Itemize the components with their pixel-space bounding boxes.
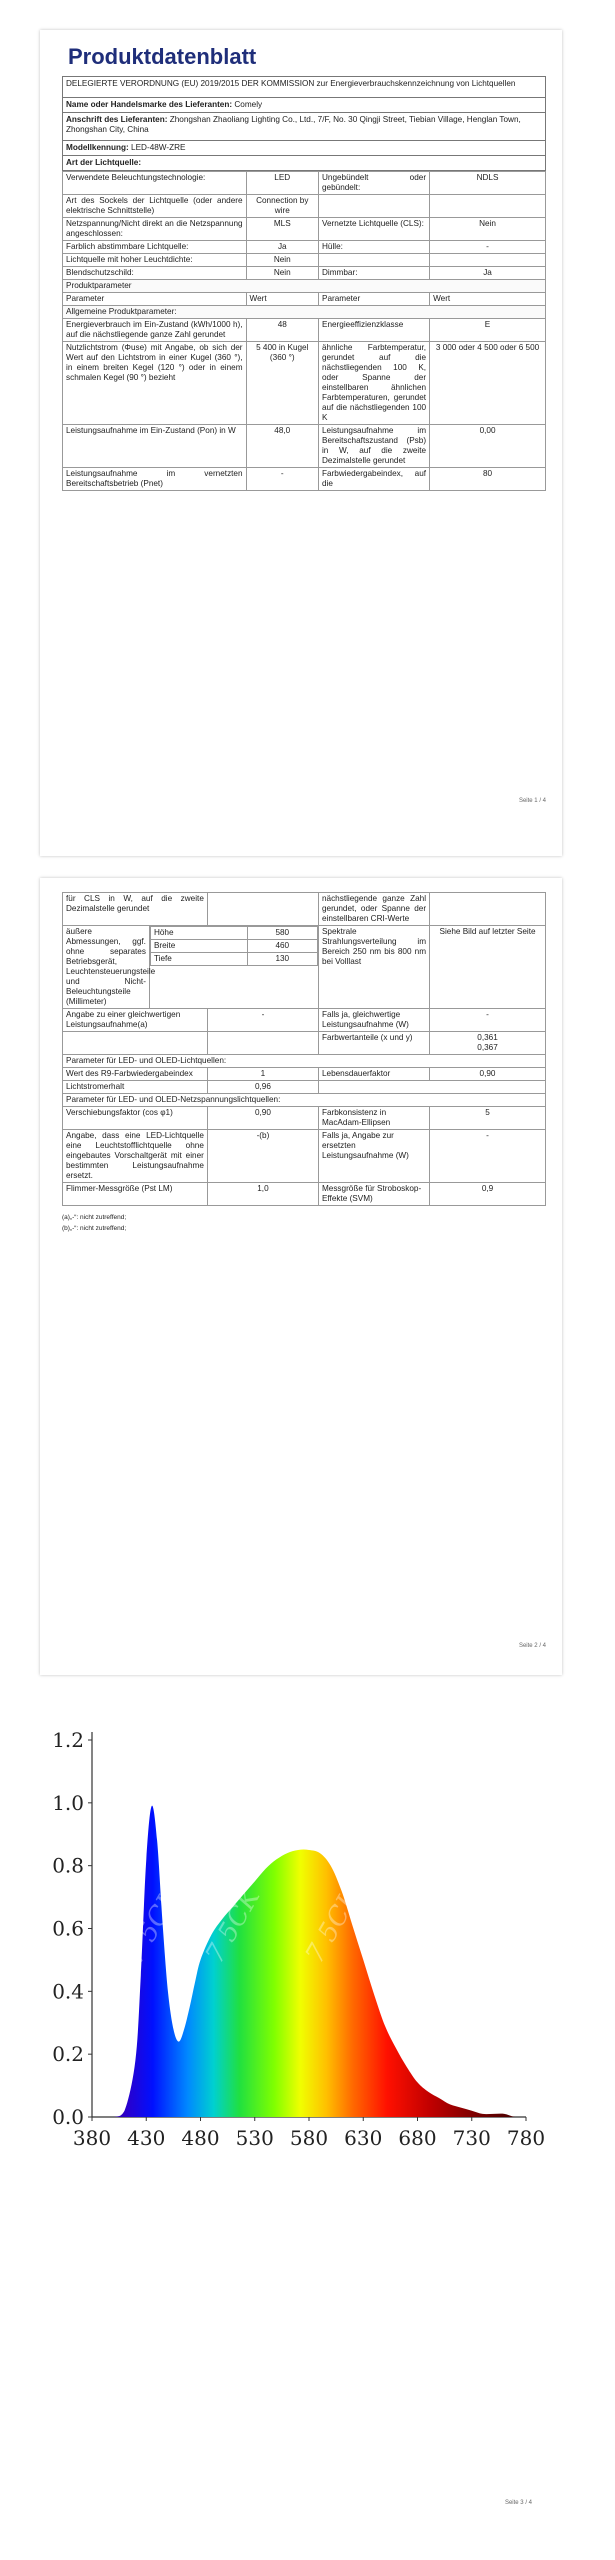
general-heading: Allgemeine Produktparameter: [63,306,546,319]
kind-row [63,254,546,267]
general-row [63,468,546,491]
model-label: Modellkennung: [66,143,129,152]
general-param-2: ähnliche Farbtemperatur, gerundet auf die nächstliegenden 100 K, oder Spanne der einstellbaren ähnlichen Farbtemperaturen, gerundet auf die nächstliegenden 100 K [318,342,429,425]
r9-value: 1 [207,1068,318,1081]
x-tick-label: 380 [72,2126,112,2150]
cri-continued-label: nächstliegende ganze Zahl gerundet, oder Spanne der einstellbaren CRI-Werte [318,893,429,926]
x-tick-label: 730 [452,2126,491,2150]
mains-heading-row [63,1094,546,1107]
general-value-2: 3 000 oder 4 500 oder 6 500 [430,342,546,425]
address-row [62,113,546,141]
supplier-value: Comely [234,100,263,109]
kind-param: Blendschutzschild: [63,267,247,280]
general-row [63,425,546,468]
life-value: 0,90 [430,1068,546,1081]
general-param-2: Farbwiedergabeindex, auf die [318,468,429,491]
product-params-heading: Produktparameter [63,280,546,293]
cos-value: 0,90 [207,1107,318,1130]
general-param-2: Energieeffizienzklasse [318,319,429,342]
address-value: Zhongshan Zhaoliang Lighting Co., Ltd., 7/F, No. 30 Qingji Street, Tiebian Village, Henglan Town, Zhongshan City, China [66,115,521,134]
chroma-label: Farbwertanteile (x und y) [318,1032,429,1055]
kind-value-2: NDLS [430,172,546,195]
dimension-row [150,940,317,953]
kind-value: MLS [246,218,318,241]
y-tick-label: 1.2 [52,1728,84,1752]
equiv-power-label: Falls ja, gleichwertige Leistungsaufnahme (W) [318,1009,429,1032]
x-tick-label: 430 [127,2126,166,2150]
page-number: Seite 2 / 4 [518,1643,546,1649]
general-param: Leistungsaufnahme im Ein-Zustand (Pon) in W [63,425,247,468]
watermark-text: 7 5CK [429,1883,497,1969]
maint-value: 0,96 [207,1081,318,1094]
dimension-value: 580 [247,927,317,940]
equiv-power-value: - [430,1009,546,1032]
r9-row [63,1068,546,1081]
general-value: 48 [246,319,318,342]
x-tick-label: 780 [506,2126,546,2150]
x-tick-label: 630 [344,2126,383,2150]
kind-param-2: Hülle: [318,241,429,254]
header-param-2: Parameter [318,293,429,306]
spd-label: Spektrale Strahlungsverteilung im Bereich 250 nm bis 800 nm bei Volllast [318,926,429,1009]
model-value: LED-48W-ZRE [131,143,186,152]
equiv-row [63,1009,546,1032]
life-label: Lebensdauerfaktor [318,1068,429,1081]
kind-param: Lichtquelle mit hoher Leuchtdichte: [63,254,247,267]
footnotes [62,1212,546,1234]
general-param: Leistungsaufnahme im vernetzten Bereitschaftsbetrieb (Pnet) [63,468,247,491]
kind-label: Art der Lichtquelle: [66,158,142,167]
kind-table [62,171,546,491]
chroma-value: 0,361 0,367 [430,1032,546,1055]
maint-empty [318,1081,545,1094]
kind-value-2 [430,254,546,267]
spd-value: Siehe Bild auf letzter Seite [430,926,546,1009]
kind-param-2: Vernetzte Lichtquelle (CLS): [318,218,429,241]
dimension-name: Breite [150,940,247,953]
kind-heading [62,156,546,171]
kind-param-2 [318,195,429,218]
led-heading-row [63,1055,546,1068]
page-number: Seite 3 / 4 [504,2500,532,2506]
chroma-empty-2 [207,1032,318,1055]
replace-value: -(b) [207,1130,318,1183]
y-tick-label: 0.2 [52,2042,84,2067]
watermark-text: 7 5CK [199,1883,267,1969]
chroma-empty [63,1032,208,1055]
replace-power-value: - [430,1130,546,1183]
kind-value: LED [246,172,318,195]
general-value-2: 80 [430,468,546,491]
dimension-name: Höhe [150,927,247,940]
kind-row [63,172,546,195]
x-tick-label: 580 [289,2126,329,2150]
replace-row [63,1130,546,1183]
supplier-label: Name oder Handelsmarke des Lieferanten: [66,100,233,109]
header-param: Parameter [63,293,247,306]
sheet-title: Produktdatenblatt [68,44,257,69]
footnote-b: (b)„-“: nicht zutreffend; [62,1225,127,1232]
dimensions-table [150,926,318,966]
kind-param: Farblich abstimmbare Lichtquelle: [63,241,247,254]
cos-label: Verschiebungsfaktor (cos φ1) [63,1107,208,1130]
cri-continued-value [430,893,546,926]
cos-row [63,1107,546,1130]
dimensions-label: äußere Abmessungen, ggf. ohne separates Betriebsgerät, Leuchtensteuerungsteile und Nicht-Beleuchtungsteile (Millimeter) [63,926,150,1009]
general-value: 5 400 in Kugel (360 °) [246,342,318,425]
flicker-label: Flimmer-Messgröße (Pst LM) [63,1183,208,1206]
datasheet-page-1 [40,30,562,856]
regulation-text: DELEGIERTE VERORDNUNG (EU) 2019/2015 DER KOMMISSION zur Energieverbrauchskennzeichnung von Lichtquellen [62,76,546,98]
footnote-a: (a)„-“: nicht zutreffend; [62,1214,127,1221]
consist-value: 5 [430,1107,546,1130]
replace-label: Angabe, dass eine LED-Lichtquelle eine Leuchtstofflichtquelle ohne eingebautes Vorschaltgerät mit einer bestimmten Leistungsaufnahme ersetzt. [63,1130,208,1183]
dimension-name: Tiefe [150,953,247,966]
y-tick-label: 1.0 [52,1790,84,1815]
flicker-value: 1,0 [207,1183,318,1206]
equiv-value: - [207,1009,318,1032]
general-value: - [246,468,318,491]
general-value-2: E [430,319,546,342]
params-table-continued [62,892,546,1206]
consist-label: Farbkonsistenz in MacAdam-Ellipsen [318,1107,429,1130]
page-1-content [62,76,546,491]
kind-row [63,267,546,280]
address-label: Anschrift des Lieferanten: [66,115,168,124]
x-tick-label: 480 [181,2126,220,2150]
kind-value: Nein [246,267,318,280]
x-tick-label: 530 [235,2126,274,2150]
general-row [63,319,546,342]
header-value-2: Wert [430,293,546,306]
maint-label: Lichtstromerhalt [63,1081,208,1094]
cls-continued-value [207,893,318,926]
kind-param: Netzspannung/Nicht direkt an die Netzspannung angeschlossen: [63,218,247,241]
kind-param-2 [318,254,429,267]
kind-param-2: Ungebündelt oder gebündelt: [318,172,429,195]
kind-value-2: Ja [430,267,546,280]
watermark-text: 7 5CK [299,1883,367,1969]
strobe-value: 0,9 [430,1183,546,1206]
kind-param: Verwendete Beleuchtungstechnologie: [63,172,247,195]
general-heading-row [63,306,546,319]
r9-label: Wert des R9-Farbwiedergabeindex [63,1068,208,1081]
kind-row [63,241,546,254]
kind-value: Connection by wire [246,195,318,218]
kind-row [63,218,546,241]
spectral-distribution-chart [40,1700,562,2260]
x-tick-label: 680 [398,2126,437,2150]
spectrum-area [92,1806,526,2117]
chroma-row [63,1032,546,1055]
general-value: 48,0 [246,425,318,468]
kind-value: Nein [246,254,318,267]
watermark-text: 7 5CK [119,1883,187,1969]
model-row [62,141,546,156]
y-tick-label: 0.8 [52,1853,84,1878]
maint-row [63,1081,546,1094]
flicker-row [63,1183,546,1206]
dimensions-row [63,926,546,1009]
general-row [63,342,546,425]
y-tick-label: 0.0 [52,2105,84,2129]
param-header-row [63,293,546,306]
led-heading: Parameter für LED- und OLED-Lichtquellen: [63,1055,546,1068]
general-param: Energieverbrauch im Ein-Zustand (kWh/1000 h), auf die nächstliegende ganze Zahl gerundet [63,319,247,342]
dimension-value: 130 [247,953,317,966]
y-tick-label: 0.4 [52,1979,84,2004]
equiv-label: Angabe zu einer gleichwertigen Leistungsaufnahme(a) [63,1009,208,1032]
dimensions-cell [149,926,318,1009]
supplier-row [62,98,546,113]
kind-row [63,195,546,218]
dimension-row [150,953,317,966]
datasheet-page-2 [40,878,562,1675]
page-2-content [62,892,546,1234]
mains-heading: Parameter für LED- und OLED-Netzspannungslichtquellen: [63,1094,546,1107]
replace-power-label: Falls ja, Angabe zur ersetzten Leistungsaufnahme (W) [318,1130,429,1183]
kind-param: Art des Sockels der Lichtquelle (oder andere elektrische Schnittstelle) [63,195,247,218]
kind-param-2: Dimmbar: [318,267,429,280]
kind-value-2: Nein [430,218,546,241]
general-value-2: 0,00 [430,425,546,468]
general-param-2: Leistungsaufnahme im Bereitschaftszustand (Psb) in W, auf die zweite Dezimalstelle gerundet [318,425,429,468]
dimension-value: 460 [247,940,317,953]
y-tick-label: 0.6 [52,1916,84,1941]
strobe-label: Messgröße für Stroboskop-Effekte (SVM) [318,1183,429,1206]
kind-value: Ja [246,241,318,254]
product-params-heading-row [63,280,546,293]
page-number: Seite 1 / 4 [518,798,546,804]
dimension-row [150,927,317,940]
header-value: Wert [246,293,318,306]
datasheet-page-3 [40,1700,562,2555]
kind-value-2: - [430,241,546,254]
cls-continued-row [63,893,546,926]
cls-continued-label: für CLS in W, auf die zweite Dezimalstelle gerundet [63,893,208,926]
general-param: Nutzlichtstrom (Φuse) mit Angabe, ob sich der Wert auf den Lichtstrom in einer Kugel (360 °), in einem breiten Kegel (120 °) oder in einem schmalen Kegel (90 °) bezieht [63,342,247,425]
kind-value-2 [430,195,546,218]
